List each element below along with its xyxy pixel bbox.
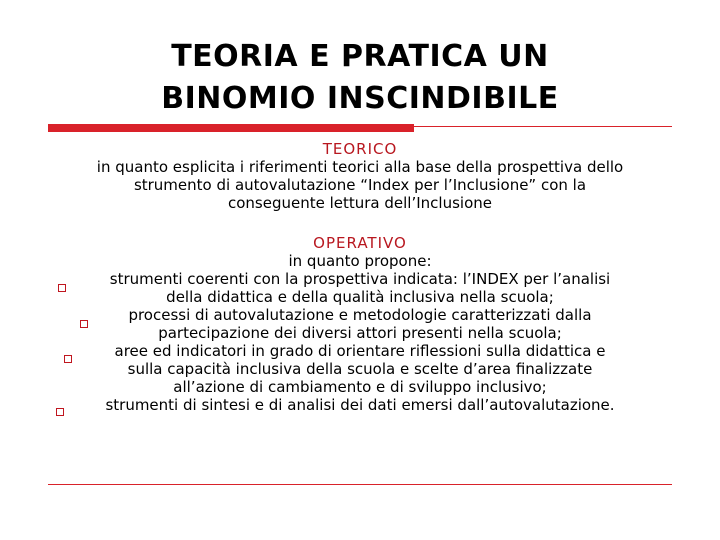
title-line-2: BINOMIO INSCINDIBILE: [161, 81, 559, 116]
operativo-line-2: della didattica e della qualità inclusiva nella scuola;: [166, 288, 554, 306]
title-line-1: TEORIA E PRATICA UN: [171, 39, 549, 74]
square-bullet-icon: [58, 284, 66, 292]
operativo-heading: OPERATIVO: [313, 234, 407, 252]
operativo-line-3: processi di autovalutazione e metodologie caratterizzati dalla: [128, 306, 592, 324]
operativo-section: [40, 234, 680, 414]
operativo-line-8: strumenti di sintesi e di analisi dei dati emersi dall’autovalutazione.: [105, 396, 615, 414]
square-bullet-icon: [80, 320, 88, 328]
footer-divider: [48, 484, 672, 485]
slide-title: [0, 36, 720, 120]
operativo-line-6: sulla capacità inclusiva della scuola e scelte d’area finalizzate: [127, 360, 593, 378]
teorico-line-3: conseguente lettura dell’Inclusione: [227, 194, 492, 212]
teorico-heading: TEORICO: [322, 140, 398, 158]
teorico-section: [40, 140, 680, 212]
operativo-line-7: all’azione di cambiamento e di sviluppo inclusivo;: [173, 378, 547, 396]
operativo-line-5: aree ed indicatori in grado di orientare riflessioni sulla didattica e: [114, 342, 606, 360]
square-bullet-icon: [64, 355, 72, 363]
operativo-line-1: strumenti coerenti con la prospettiva indicata: l’INDEX per l’analisi: [109, 270, 611, 288]
teorico-line-2: strumento di autovalutazione “Index per l’Inclusione” con la: [133, 176, 587, 194]
title-divider-bar: [48, 124, 414, 132]
operativo-intro: in quanto propone:: [288, 252, 432, 270]
operativo-line-4: partecipazione dei diversi attori presenti nella scuola;: [158, 324, 562, 342]
teorico-line-1: in quanto esplicita i riferimenti teorici alla base della prospettiva dello: [96, 158, 624, 176]
square-bullet-icon: [56, 408, 64, 416]
